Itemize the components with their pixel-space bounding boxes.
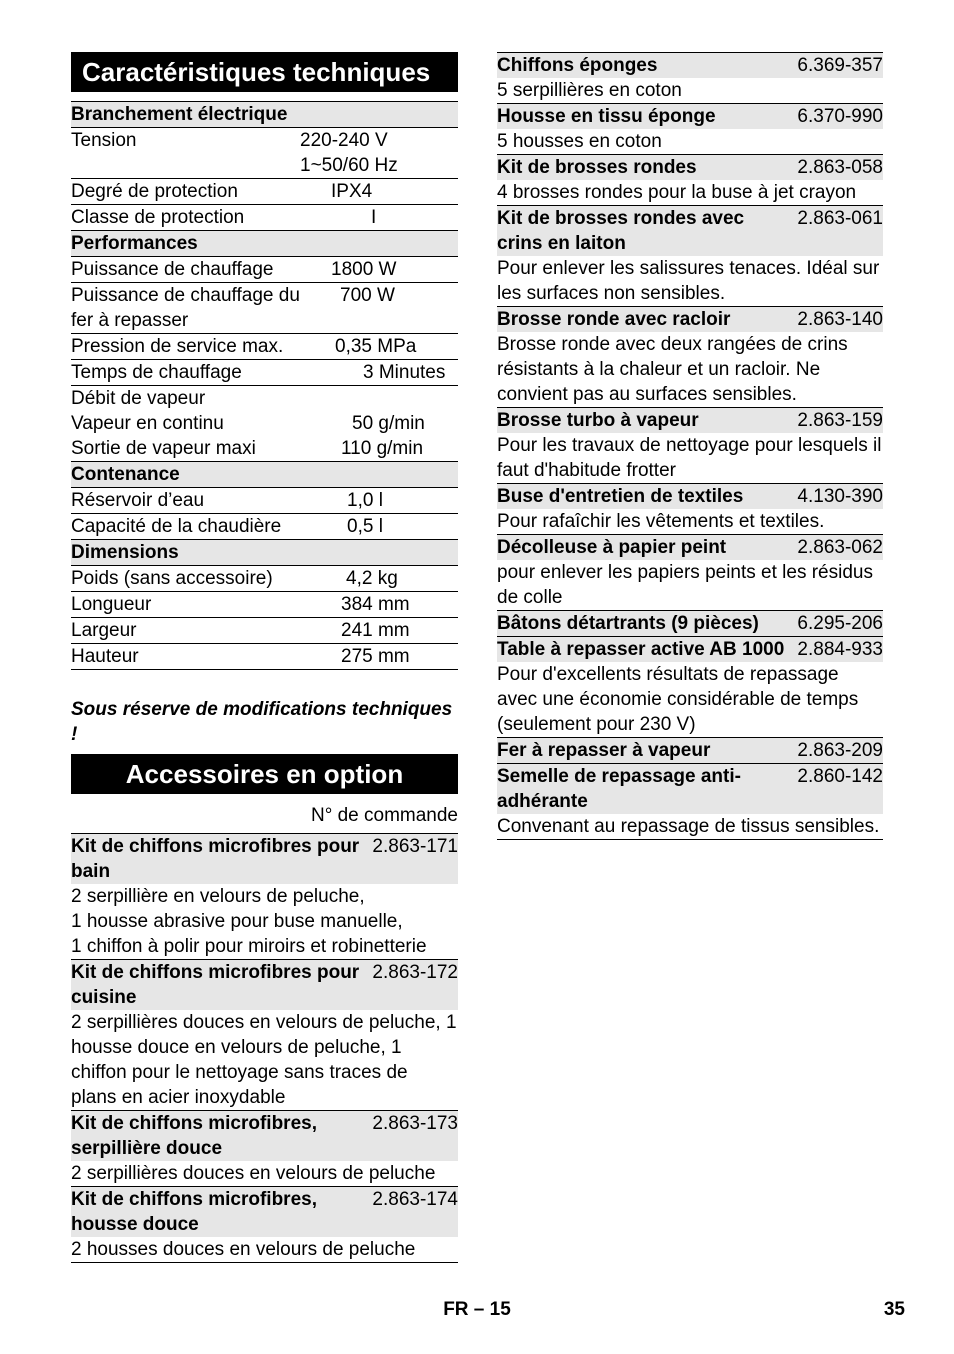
- accessory-code: 2.863-140: [797, 309, 883, 330]
- spec-label: Degré de protection: [71, 179, 300, 205]
- group-header: Performances: [71, 231, 458, 257]
- accessory-item: [497, 737, 883, 763]
- accessory-name: Fer à repasser à vapeur: [497, 740, 711, 761]
- accessory-name: Kit de chiffons microfibres, housse douce: [71, 1189, 317, 1235]
- accessory-desc: 5 serpillières en coton: [497, 80, 682, 101]
- accessory-name: Kit de brosses rondes: [497, 157, 697, 178]
- accessory-code: 2.863-174: [372, 1189, 458, 1210]
- accessory-name: Kit de brosses rondes avec crins en laiton: [497, 208, 745, 254]
- spec-value: 700 W: [300, 283, 458, 334]
- accessory-desc: 2 serpillières douces en velours de peluche, 1 housse douce en velours de peluche, 1 chiffon pour le nettoyage sans traces de plans en acier inoxydable: [71, 1012, 457, 1108]
- group-header: Dimensions: [71, 540, 458, 566]
- accessory-code: 2.863-171: [372, 836, 458, 857]
- spec-value: 4,2 kg: [300, 566, 458, 592]
- spec-value: 275 mm: [300, 644, 458, 670]
- spec-value: 0,35 MPa: [300, 334, 458, 360]
- accessory-item: [497, 534, 883, 610]
- accessory-code: 2.863-173: [372, 1113, 458, 1134]
- spec-value: IPX4: [300, 179, 458, 205]
- accessory-item: [497, 610, 883, 636]
- spec-sublabel: Vapeur en continu: [71, 413, 224, 434]
- spec-label: Pression de service max.: [71, 334, 300, 360]
- accessory-code: 2.863-159: [797, 410, 883, 431]
- spec-value: 241 mm: [300, 618, 458, 644]
- group-header: Branchement électrique: [71, 102, 458, 128]
- accessory-name: Kit de chiffons microfibres, serpillière douce: [71, 1113, 317, 1159]
- accessory-name: Housse en tissu éponge: [497, 106, 716, 127]
- accessory-item: [497, 205, 883, 306]
- spec-label: Temps de chauffage: [71, 360, 300, 386]
- list-end-rule: [497, 839, 883, 840]
- accessory-desc: Pour les travaux de nettoyage pour lesquels il faut d'habitude frotter: [497, 435, 882, 481]
- accessory-item: [497, 636, 883, 737]
- accessory-code: 2.863-061: [797, 208, 883, 229]
- accessory-item: [71, 959, 458, 1110]
- spec-label: Hauteur: [71, 644, 300, 670]
- accessory-code: 2.863-209: [797, 740, 883, 761]
- accessory-item: [497, 407, 883, 483]
- accessory-item: [497, 154, 883, 205]
- footer-section-label: FR – 15: [443, 1299, 511, 1320]
- accessory-desc: 2 serpillières douces en velours de peluche: [71, 1163, 436, 1184]
- accessory-code: 6.295-206: [797, 613, 883, 634]
- spec-label: Réservoir d’eau: [71, 488, 300, 514]
- accessory-desc: 2 housses douces en velours de peluche: [71, 1239, 416, 1260]
- accessory-desc: pour enlever les papiers peints et les résidus de colle: [497, 562, 873, 608]
- accessory-item: [71, 1186, 458, 1262]
- spec-label: Tension: [71, 128, 300, 179]
- left-column: [71, 52, 458, 1263]
- accessory-name: Brosse turbo à vapeur: [497, 410, 699, 431]
- spec-value: 220-240 V 1~50/60 Hz: [300, 128, 458, 179]
- accessory-item: [497, 306, 883, 407]
- accessory-desc: Convenant au repassage de tissus sensibles.: [497, 816, 880, 837]
- spec-value: 1800 W: [300, 257, 458, 283]
- technical-note: Sous réserve de modifications techniques !: [71, 699, 453, 745]
- accessory-item: [71, 1110, 458, 1186]
- accessory-list-left: [71, 833, 458, 1263]
- spec-label: Capacité de la chaudière: [71, 514, 300, 540]
- accessory-name: Chiffons éponges: [497, 55, 658, 76]
- spec-label: Longueur: [71, 592, 300, 618]
- accessory-desc: Brosse ronde avec deux rangées de crins résistants à la chaleur et un racloir. Ne convient pas au surfaces sensibles.: [497, 334, 848, 405]
- accessory-code: 6.370-990: [797, 106, 883, 127]
- accessory-desc: Pour enlever les salissures tenaces. Idéal sur les surfaces non sensibles.: [497, 258, 880, 304]
- spec-value: I: [300, 205, 458, 231]
- accessory-name: Kit de chiffons microfibres pour bain: [71, 836, 360, 882]
- accessory-code: 2.860-142: [797, 766, 883, 787]
- accessory-desc: 2 serpillière en velours de peluche, 1 housse abrasive pour buse manuelle, 1 chiffon à polir pour miroirs et robinetterie: [71, 886, 427, 957]
- accessory-code: 2.863-058: [797, 157, 883, 178]
- spec-value: 384 mm: [300, 592, 458, 618]
- group-header: Contenance: [71, 462, 458, 488]
- accessory-name: Buse d'entretien de textiles: [497, 486, 744, 507]
- accessory-code: 2.863-062: [797, 537, 883, 558]
- accessory-name: Décolleuse à papier peint: [497, 537, 727, 558]
- spec-label: Puissance de chauffage du fer à repasser: [71, 283, 300, 334]
- accessory-code: 4.130-390: [797, 486, 883, 507]
- spec-value: 110 g/min: [300, 436, 458, 462]
- accessory-item: [497, 763, 883, 839]
- section-title-specs: Caractéristiques techniques: [71, 52, 458, 92]
- spec-label: Classe de protection: [71, 205, 300, 231]
- accessory-list-right: [497, 52, 883, 840]
- accessory-desc: 5 housses en coton: [497, 131, 662, 152]
- accessory-code: 6.369-357: [797, 55, 883, 76]
- spec-label: Puissance de chauffage: [71, 257, 300, 283]
- spec-value: 50 g/min: [352, 413, 425, 434]
- accessory-name: Brosse ronde avec racloir: [497, 309, 731, 330]
- spec-value: 0,5 l: [300, 514, 458, 540]
- spec-sublabel: Sortie de vapeur maxi: [71, 436, 300, 462]
- spec-value: 3 Minutes: [300, 360, 458, 386]
- spec-label: Poids (sans accessoire): [71, 566, 300, 592]
- accessory-item: [497, 103, 883, 154]
- accessory-item: [71, 833, 458, 959]
- accessory-code: 2.884-933: [797, 639, 883, 660]
- spec-label: Largeur: [71, 618, 300, 644]
- list-end-rule: [71, 1262, 458, 1263]
- spec-value: [300, 386, 458, 412]
- accessory-name: Semelle de repassage anti-adhérante: [497, 766, 741, 812]
- spec-label: Débit de vapeur: [71, 388, 206, 409]
- accessory-name: Table à repasser active AB 1000: [497, 639, 785, 660]
- accessory-desc: Pour d'excellents résultats de repassage avec une économie considérable de temps (seulement pour 230 V): [497, 664, 859, 735]
- accessory-item: [497, 483, 883, 534]
- accessory-desc: 4 brosses rondes pour la buse à jet crayon: [497, 182, 857, 203]
- accessory-name: Bâtons détartrants (9 pièces): [497, 613, 759, 634]
- specs-table: [71, 101, 458, 670]
- page-number: 35: [883, 1299, 905, 1320]
- accessory-code: 2.863-172: [372, 962, 458, 983]
- right-column: [497, 52, 883, 840]
- accessory-name: Kit de chiffons microfibres pour cuisine: [71, 962, 360, 1008]
- section-title-accessories: Accessoires en option: [71, 754, 458, 794]
- spec-value: 1,0 l: [300, 488, 458, 514]
- accessory-desc: Pour rafaîchir les vêtements et textiles.: [497, 511, 825, 532]
- accessory-item: [497, 52, 883, 103]
- order-number-header: N° de commande: [311, 805, 458, 826]
